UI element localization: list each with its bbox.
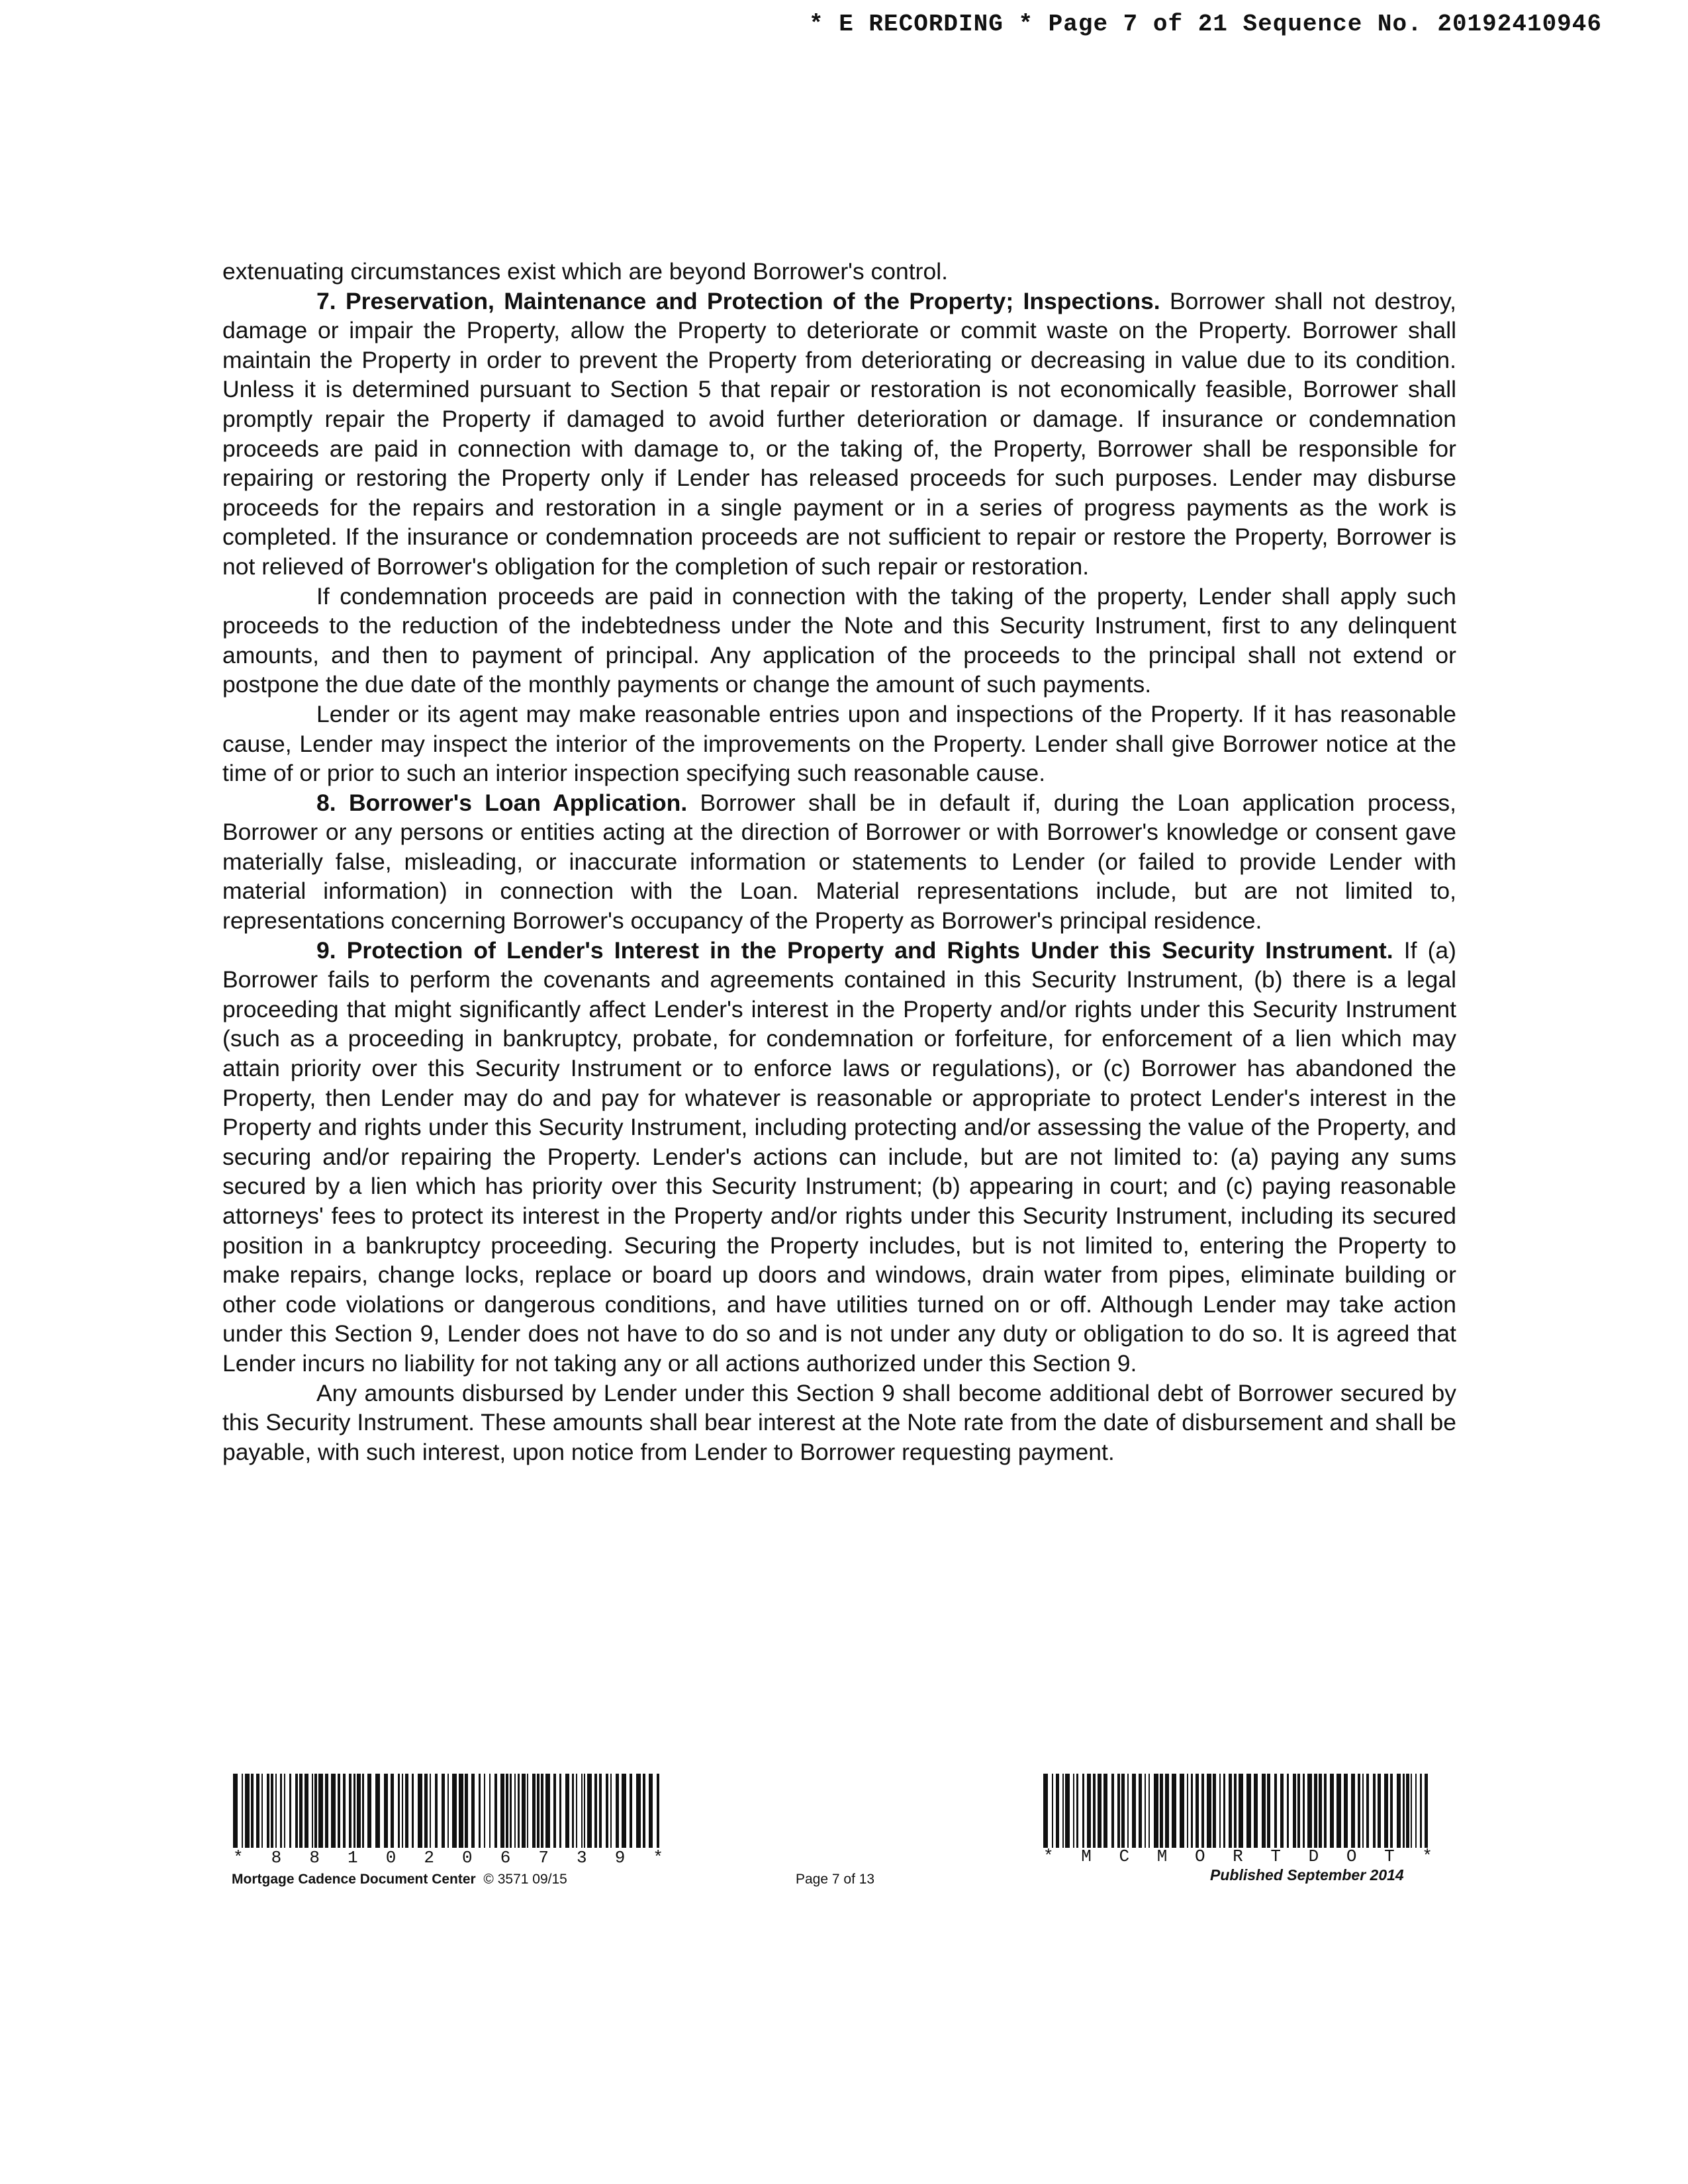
section-7-title: Preservation, Maintenance and Protection of the Property; Inspections. xyxy=(345,287,1160,314)
barcode-bar xyxy=(587,1774,592,1848)
section-7-inspection-paragraph: Lender or its agent may make reasonable entries upon and inspections of the Property. If it has reasonable cause, Lender may inspect the interior of the improvements on the Property. Lender shall give Borrower notice at the time of or prior to such an interior inspection specifying such reasonable cause. xyxy=(222,700,1456,787)
barcode-bar xyxy=(375,1774,380,1848)
barcode-bar xyxy=(1172,1774,1176,1848)
barcode-bar xyxy=(318,1774,323,1848)
barcode-bar xyxy=(576,1774,577,1848)
barcode-bar xyxy=(402,1774,403,1848)
barcode-bar xyxy=(1378,1774,1381,1848)
barcode-char: O xyxy=(1346,1846,1357,1866)
barcode-bar xyxy=(1324,1774,1327,1848)
section-8-text: Borrower shall be in default if, during the Loan application process, Borrower or any persons or entities acting at the direction of Borrower or with Borrower's knowledge or consent gave materially false, misleading, or inaccurate information or statements to Lender (or failed to provide Lender with material information) in connection with the Loan. Material representations include, but are not limited to, representations concerning Borrower's occupancy of the Property as Borrower's principal residence. xyxy=(222,789,1456,934)
barcode-bar xyxy=(537,1774,539,1848)
barcode-bar xyxy=(1121,1774,1125,1848)
recording-header: * E RECORDING * Page 7 of 21 Sequence No. 20192410946 xyxy=(809,11,1602,38)
barcode-bar xyxy=(657,1774,659,1848)
barcode-bar xyxy=(518,1774,520,1848)
barcode-bar xyxy=(1246,1774,1251,1848)
barcode-bar xyxy=(289,1774,291,1848)
barcode-bar xyxy=(1073,1774,1074,1848)
barcode-bar xyxy=(1239,1774,1243,1848)
barcode-bar xyxy=(1132,1774,1136,1848)
barcode-bar xyxy=(233,1774,238,1848)
barcode-char: T xyxy=(1270,1846,1282,1866)
barcode-bar xyxy=(1411,1774,1412,1848)
barcode-bar xyxy=(1425,1774,1428,1848)
barcode-bar xyxy=(357,1774,361,1848)
barcode-bar xyxy=(484,1774,485,1848)
document-center-name: Mortgage Cadence Document Center xyxy=(232,1872,476,1887)
barcode-bar xyxy=(630,1774,632,1848)
barcode-bar xyxy=(391,1774,394,1848)
barcode-bar xyxy=(312,1774,313,1848)
paragraph-continuation: extenuating circumstances exist which are beyond Borrower's control. xyxy=(222,258,948,285)
barcode-bar xyxy=(1403,1774,1405,1848)
section-7-heading xyxy=(316,288,1160,314)
barcode-bar xyxy=(1397,1774,1401,1848)
barcode-bar xyxy=(599,1774,602,1848)
section-8-title: Borrower's Loan Application. xyxy=(348,789,688,816)
barcode-bar xyxy=(367,1774,371,1848)
barcode-bar xyxy=(343,1774,346,1848)
barcode-bar xyxy=(1274,1774,1277,1848)
barcode-bar xyxy=(610,1774,612,1848)
barcode-bar xyxy=(251,1774,254,1848)
barcode-left-bars xyxy=(233,1774,663,1848)
barcode-bar xyxy=(506,1774,508,1848)
barcode-char: M xyxy=(1156,1846,1168,1866)
barcode-bar xyxy=(1384,1774,1388,1848)
barcode-bar xyxy=(1390,1774,1393,1848)
barcode-bar xyxy=(1076,1774,1078,1848)
barcode-bar xyxy=(256,1774,259,1848)
barcode-char: 7 xyxy=(538,1848,549,1868)
barcode-char: * xyxy=(1422,1846,1432,1866)
barcode-char: O xyxy=(1194,1846,1205,1866)
barcode-bar xyxy=(349,1774,352,1848)
section-9-heading xyxy=(316,937,1393,964)
barcode-bar xyxy=(1420,1774,1422,1848)
barcode-bar xyxy=(465,1774,468,1848)
barcode-char: * xyxy=(1043,1846,1054,1866)
barcode-bar xyxy=(1191,1774,1193,1848)
barcode-bar xyxy=(1187,1774,1188,1848)
barcode-bar xyxy=(545,1774,550,1848)
barcode-bar xyxy=(643,1774,645,1848)
barcode-bar xyxy=(424,1774,428,1848)
barcode-bar xyxy=(1358,1774,1360,1848)
barcode-bar xyxy=(459,1774,463,1848)
barcode-bar xyxy=(1111,1774,1114,1848)
section-7-text: Borrower shall not destroy, damage or impair the Property, allow the Property to deteriorate or commit waste on the Property. Borrower shall maintain the Property in order to prevent the Property from deteriorating or decreasing in value due to its condition. Unless it is determined pursuant to Section 5 that repair or restoration is not economically feasible, Borrower shall promptly repair the Property if damaged to avoid further deterioration or damage. If insurance or condemnation proceeds are paid in connection with damage to, or the taking of, the Property, Borrower shall be responsible for repairing or restoring the Property only if Lender has released proceeds for such purposes. Lender may disburse proceeds for the repairs and restoration in a single payment or in a series of progress payments as the work is completed. If the insurance or condemnation proceeds are not sufficient to repair or restore the Property, Borrower is not relieved of Borrower's obligation for the completion of such repair or restoration. xyxy=(222,287,1456,580)
barcode-char: 8 xyxy=(309,1848,320,1868)
barcode-bar xyxy=(622,1774,626,1848)
barcode-bar xyxy=(447,1774,449,1848)
barcode-bar xyxy=(500,1774,504,1848)
barcode-bar xyxy=(553,1774,556,1848)
barcode-bar xyxy=(1065,1774,1070,1848)
barcode-bar xyxy=(353,1774,355,1848)
barcode-bar xyxy=(1145,1774,1146,1848)
barcode-bar xyxy=(1229,1774,1232,1848)
barcode-bar xyxy=(1280,1774,1284,1848)
barcode-bar xyxy=(1366,1774,1369,1848)
barcode-bar xyxy=(510,1774,512,1848)
barcode-bar xyxy=(430,1774,431,1848)
barcode-bar xyxy=(572,1774,574,1848)
barcode-char: 0 xyxy=(462,1848,473,1868)
barcode-bar xyxy=(1093,1774,1096,1848)
footer-published-date: Published September 2014 xyxy=(1210,1866,1404,1884)
barcode-bar xyxy=(1196,1774,1199,1848)
barcode-char: 3 xyxy=(577,1848,587,1868)
barcode-bar xyxy=(1307,1774,1312,1848)
section-9-amounts-paragraph: Any amounts disbursed by Lender under this Section 9 shall become additional debt of Borrower secured by this Security Instrument. These amounts shall bear interest at the Note rate from the date of disbursement and shall be payable, with such interest, upon notice from Lender to Borrower requesting payment. xyxy=(222,1379,1456,1465)
barcode-bar xyxy=(1117,1774,1120,1848)
barcode-bar xyxy=(1082,1774,1084,1848)
barcode-bar xyxy=(242,1774,243,1848)
barcode-char: 8 xyxy=(271,1848,282,1868)
barcode-bar xyxy=(1297,1774,1300,1848)
barcode-bar xyxy=(1293,1774,1296,1848)
barcode-bar xyxy=(362,1774,364,1848)
barcode-bar xyxy=(1415,1774,1417,1848)
barcode-bar xyxy=(471,1774,475,1848)
barcode-bar xyxy=(1314,1774,1317,1848)
barcode-bar xyxy=(594,1774,597,1848)
footer-document-center xyxy=(232,1872,567,1888)
barcode-bar xyxy=(245,1774,250,1848)
barcode-bar xyxy=(299,1774,303,1848)
barcode-bar xyxy=(494,1774,497,1848)
barcode-bar xyxy=(522,1774,526,1848)
section-9-text: If (a) Borrower fails to perform the covenants and agreements contained in this Security Instrument, (b) there is a legal proceeding that might significantly affect Lender's interest in the Property and/or rights under this Security Instrument (such as a proceeding in bankruptcy, probate, for condemnation or forfeiture, for enforcement of a lien which may attain priority over this Security Instrument or to enforce laws or regulations), or (c) Borrower has abandoned the Property, then Lender may do and pay for whatever is reasonable or appropriate to protect Lender's interest in the Property and rights under this Security Instrument, including protecting and/or assessing the value of the Property, and securing and/or repairing the Property. Lender's actions can include, but are not limited to: (a) paying any sums secured by a lien which has priority over this Security Instrument; (b) appearing in court; and (c) paying reasonable attorneys' fees to protect its interest in the Property and/or rights under this Security Instrument, including its secured position in a bankruptcy proceeding. Securing the Property includes, but is not limited to, entering the Property to make repairs, change locks, replace or board up doors and windows, drain water from pipes, eliminate building or other code violations or dangerous conditions, and have utilities turned on or off. Although Lender may take action under this Section 9, Lender does not have to do so and is not under any duty or obligation to do so. It is agreed that Lender incurs no liability for not taking any or all actions authorized under this Section 9. xyxy=(222,936,1456,1377)
barcode-bar xyxy=(1154,1774,1158,1848)
barcode-char: * xyxy=(653,1848,663,1868)
barcode-bar xyxy=(1362,1774,1364,1848)
barcode-bar xyxy=(1336,1774,1341,1848)
barcode-bar xyxy=(1267,1774,1270,1848)
barcode-bar xyxy=(541,1774,543,1848)
barcode-bar xyxy=(1213,1774,1216,1848)
barcode-bar xyxy=(1207,1774,1211,1848)
barcode-right-chars xyxy=(1043,1846,1432,1866)
barcode-bar xyxy=(581,1774,583,1848)
barcode-bar xyxy=(1180,1774,1184,1848)
barcode-char: 2 xyxy=(424,1848,434,1868)
barcode-bar xyxy=(1043,1774,1048,1848)
barcode-bar xyxy=(1287,1774,1289,1848)
barcode-bar xyxy=(261,1774,263,1848)
barcode-char: 1 xyxy=(348,1848,358,1868)
barcode-bar xyxy=(280,1774,282,1848)
barcode-left-digits xyxy=(233,1848,663,1868)
barcode-bar xyxy=(384,1774,388,1848)
barcode-bar xyxy=(649,1774,653,1848)
barcode-char: C xyxy=(1119,1846,1130,1866)
barcode-bar xyxy=(295,1774,298,1848)
section-7-paragraph xyxy=(222,287,1456,582)
barcode-bar xyxy=(1319,1774,1322,1848)
barcode-bar xyxy=(532,1774,536,1848)
barcode-bar xyxy=(1103,1774,1107,1848)
barcode-bar xyxy=(267,1774,269,1848)
barcode-bar xyxy=(1098,1774,1102,1848)
barcode-char: R xyxy=(1233,1846,1243,1866)
barcode-bar xyxy=(331,1774,336,1848)
barcode-right-bars xyxy=(1043,1774,1430,1848)
barcode-bar xyxy=(559,1774,561,1848)
barcode-char: 0 xyxy=(385,1848,397,1868)
barcode-bar xyxy=(338,1774,340,1848)
barcode-bar xyxy=(284,1774,285,1848)
barcode-bar xyxy=(1165,1774,1169,1848)
barcode-bar xyxy=(325,1774,328,1848)
barcode-bar xyxy=(1127,1774,1129,1848)
barcode-char: 6 xyxy=(500,1848,511,1868)
footer-page-number: Page 7 of 13 xyxy=(796,1872,875,1887)
section-7-condemnation-paragraph: If condemnation proceeds are paid in connection with the taking of the property, Lender shall apply such proceeds to the reduction of the indebtedness under the Note and this Security Instrument, first to any delinquent amounts, and then to payment of principal. Any application of the proceeds to the principal shall not extend or postpone the due date of the monthly payments or change the amount of such payments. xyxy=(222,582,1456,698)
barcode-char: M xyxy=(1081,1846,1092,1866)
barcode-bar xyxy=(314,1774,317,1848)
barcode-bar xyxy=(1056,1774,1059,1848)
barcode-char: 9 xyxy=(614,1848,626,1868)
barcode-bar xyxy=(435,1774,438,1848)
barcode-bar xyxy=(1344,1774,1348,1848)
form-code: © 3571 09/15 xyxy=(483,1872,567,1887)
document-barcode-left xyxy=(233,1774,663,1848)
page-footer xyxy=(0,1774,1688,1906)
barcode-bar xyxy=(636,1774,641,1848)
barcode-char: T xyxy=(1384,1846,1395,1866)
barcode-bar xyxy=(565,1774,569,1848)
barcode-bar xyxy=(412,1774,414,1848)
barcode-bar xyxy=(1262,1774,1266,1848)
barcode-bar xyxy=(1139,1774,1142,1848)
barcode-bar xyxy=(1201,1774,1204,1848)
section-9-number: 9. xyxy=(316,936,336,964)
barcode-bar xyxy=(1149,1774,1150,1848)
barcode-bar xyxy=(1223,1774,1225,1848)
barcode-bar xyxy=(1373,1774,1376,1848)
section-9-paragraph xyxy=(222,936,1456,1379)
barcode-bar xyxy=(1062,1774,1064,1848)
section-8-number: 8. xyxy=(316,789,336,816)
barcode-bar xyxy=(1087,1774,1091,1848)
section-8-paragraph xyxy=(222,788,1456,936)
barcode-bar xyxy=(418,1774,422,1848)
barcode-bar xyxy=(1234,1774,1237,1848)
document-body xyxy=(222,257,1456,1467)
document-barcode-right xyxy=(1043,1774,1432,1848)
barcode-bar xyxy=(452,1774,457,1848)
barcode-bar xyxy=(489,1774,491,1848)
barcode-bar xyxy=(271,1774,273,1848)
barcode-bar xyxy=(479,1774,481,1848)
barcode-bar xyxy=(1254,1774,1258,1848)
barcode-bar xyxy=(275,1774,277,1848)
barcode-bar xyxy=(398,1774,400,1848)
barcode-bar xyxy=(1160,1774,1163,1848)
barcode-bar xyxy=(1406,1774,1409,1848)
barcode-bar xyxy=(514,1774,516,1848)
barcode-bar xyxy=(1330,1774,1334,1848)
barcode-bar xyxy=(1219,1774,1221,1848)
barcode-bar xyxy=(606,1774,608,1848)
barcode-char: D xyxy=(1308,1846,1319,1866)
section-7-number: 7. xyxy=(316,287,336,314)
barcode-char: * xyxy=(233,1848,244,1868)
barcode-bar xyxy=(405,1774,408,1848)
barcode-bar xyxy=(305,1774,308,1848)
barcode-bar xyxy=(1303,1774,1305,1848)
barcode-bar xyxy=(527,1774,528,1848)
barcode-bar xyxy=(442,1774,445,1848)
barcode-bar xyxy=(584,1774,585,1848)
barcode-bar xyxy=(616,1774,619,1848)
section-8-heading xyxy=(316,790,687,816)
section-9-title: Protection of Lender's Interest in the Property and Rights Under this Security Instrument. xyxy=(346,936,1393,964)
barcode-bar xyxy=(1052,1774,1053,1848)
barcode-bar xyxy=(1351,1774,1355,1848)
